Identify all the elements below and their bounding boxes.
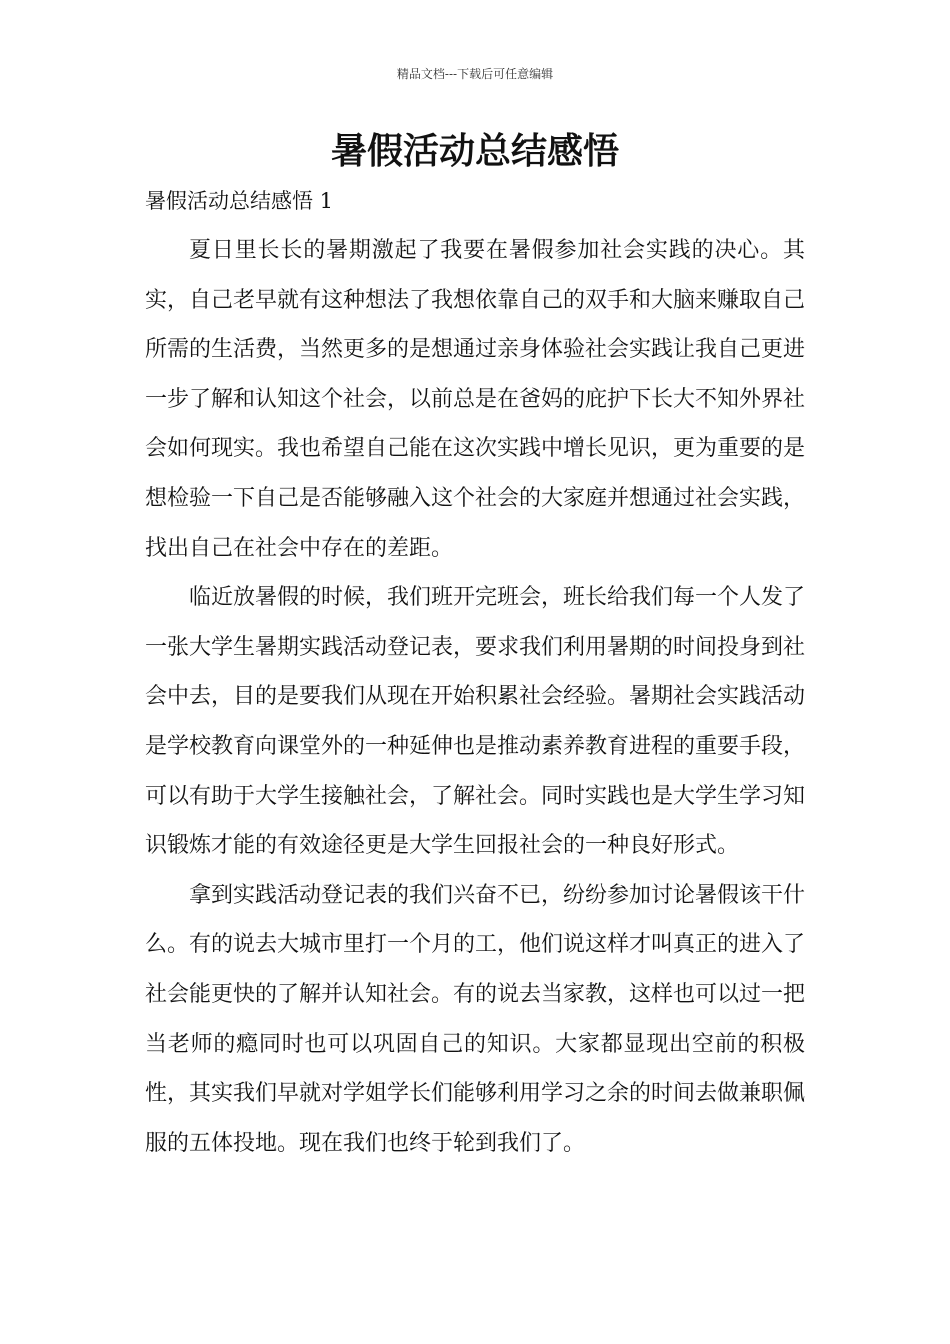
paragraph-3: 拿到实践活动登记表的我们兴奋不已，纷纷参加讨论暑假该干什么。有的说去大城市里打一个月的工，他们说这样才叫真正的进入了社会能更快的了解并认知社会。有的说去当家教，这样也可以过一把当老师的瘾同时也可以巩固自己的知识。大家都显现出空前的积极性，其实我们早就对学姐学长们能够利用学习之余的时间去做兼职佩服的五体投地。现在我们也终于轮到我们了。	[145, 882, 806, 1156]
document-title: 暑假活动总结感悟	[330, 131, 619, 172]
paragraph-2: 临近放暑假的时候，我们班开完班会，班长给我们每一个人发了一张大学生暑期实践活动登记表，要求我们利用暑期的时间投身到社会中去，目的是要我们从现在开始积累社会经验。暑期社会实践活动是学校教育向课堂外的一种延伸也是推动素养教育进程的重要手段，可以有助于大学生接触社会，了解社会。同时实践也是大学生学习知识锻炼才能的有效途径更是大学生回报社会的一种良好形式。	[145, 585, 806, 859]
body-text	[145, 226, 805, 1168]
header-note: 精品文档---下载后可任意编辑	[396, 67, 554, 81]
paragraph-1: 夏日里长长的暑期激起了我要在暑假参加社会实践的决心。其实，自己老早就有这种想法了我想依靠自己的双手和大脑来赚取自己所需的生活费，当然更多的是想通过亲身体验社会实践让我自己更进一步了解和认知这个社会，以前总是在爸妈的庇护下长大不知外界社会如何现实。我也希望自己能在这次实践中增长见识，更为重要的是想检验一下自己是否能够融入这个社会的大家庭并想通过社会实践，找出自己在社会中存在的差距。	[145, 238, 806, 561]
section-heading: 暑假活动总结感悟 1	[145, 189, 334, 213]
